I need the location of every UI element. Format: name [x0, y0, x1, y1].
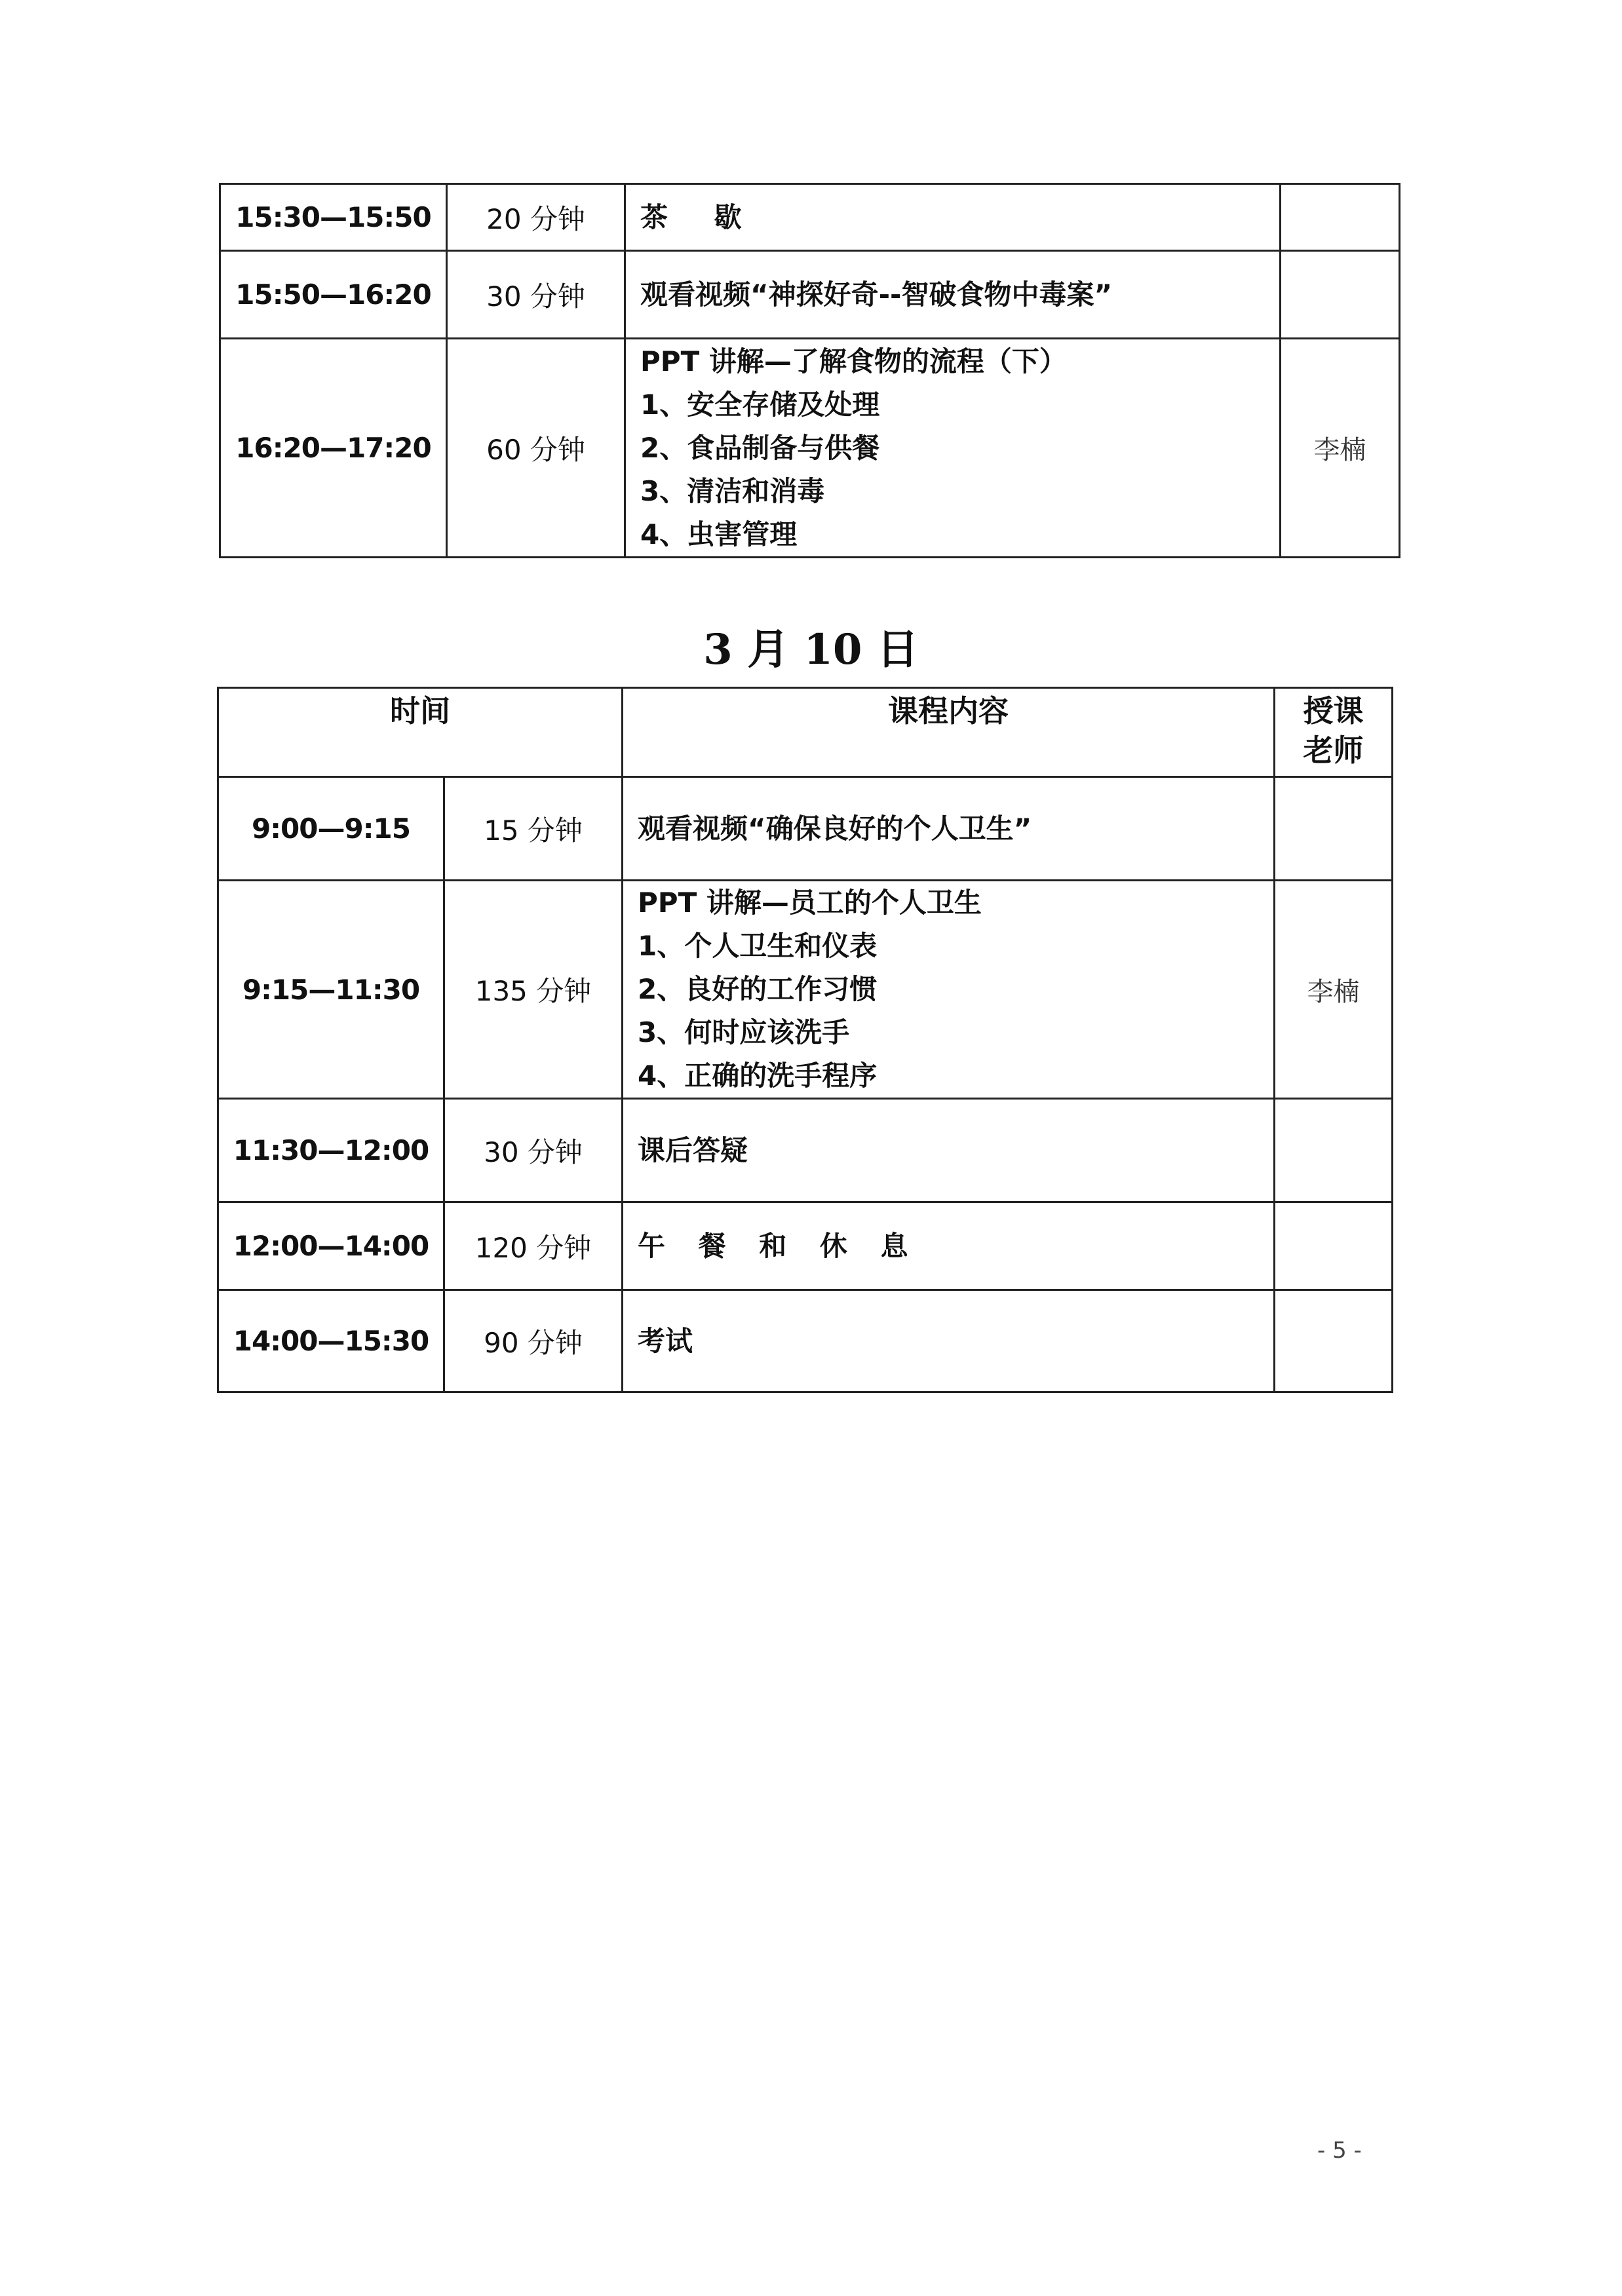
content-line: 3、何时应该洗手: [638, 1016, 850, 1048]
content-line: 1、个人卫生和仪表: [638, 930, 878, 962]
content-line: 4、正确的洗手程序: [638, 1060, 878, 1092]
time-cell: 15:50—16:20: [220, 251, 447, 339]
time-cell: 9:15—11:30: [218, 881, 444, 1099]
content-line: 1、安全存储及处理: [640, 388, 880, 421]
teacher-cell: 李楠: [1275, 881, 1393, 1099]
content-cell: [625, 339, 1281, 558]
table-row: [220, 184, 1400, 251]
teacher-cell: 李楠: [1281, 339, 1400, 558]
table-row: [220, 339, 1400, 558]
time-cell: 11:30—12:00: [218, 1099, 444, 1202]
time-cell: 15:30—15:50: [220, 184, 447, 251]
content-line: 茶 歇: [640, 201, 760, 233]
content-cell: [623, 1290, 1275, 1392]
time-cell: 9:00—9:15: [218, 777, 444, 881]
header-teacher: [1275, 688, 1393, 777]
duration-cell: 30 分钟: [447, 251, 625, 339]
schedule-table-afternoon: [219, 183, 1400, 558]
content-line: 观看视频“确保良好的个人卫生”: [638, 812, 1032, 845]
teacher-cell: [1281, 184, 1400, 251]
teacher-cell: [1275, 1099, 1393, 1202]
teacher-cell: [1275, 1202, 1393, 1290]
content-line: 午 餐 和 休 息: [638, 1229, 920, 1262]
table-row: [218, 1290, 1393, 1392]
content-line: 2、良好的工作习惯: [638, 973, 878, 1005]
table-row: [218, 1099, 1393, 1202]
table-row: [220, 251, 1400, 339]
content-line: 3、清洁和消毒: [640, 474, 825, 507]
teacher-cell: [1281, 251, 1400, 339]
content-cell: [623, 1202, 1275, 1290]
duration-cell: 30 分钟: [444, 1099, 623, 1202]
time-cell: 14:00—15:30: [218, 1290, 444, 1392]
teacher-cell: [1275, 777, 1393, 881]
content-line: 观看视频“神探好奇--智破食物中毒案”: [640, 278, 1113, 311]
duration-cell: 20 分钟: [447, 184, 625, 251]
content-line: 考试: [638, 1324, 693, 1357]
content-cell: [623, 777, 1275, 881]
table-row: [218, 1202, 1393, 1290]
content-cell: [623, 1099, 1275, 1202]
duration-cell: 120 分钟: [444, 1202, 623, 1290]
header-teacher-line: 授课: [1303, 693, 1364, 729]
content-line: 课后答疑: [638, 1134, 748, 1166]
duration-cell: 135 分钟: [444, 881, 623, 1099]
time-cell: 12:00—14:00: [218, 1202, 444, 1290]
content-cell: [623, 881, 1275, 1099]
page-number: - 5 -: [1317, 2137, 1362, 2164]
duration-cell: 60 分钟: [447, 339, 625, 558]
content-line: 2、食品制备与供餐: [640, 431, 880, 464]
duration-cell: 90 分钟: [444, 1290, 623, 1392]
header-teacher-line: 老师: [1303, 733, 1364, 768]
content-cell: [625, 184, 1281, 251]
content-line: PPT 讲解—员工的个人卫生: [638, 887, 982, 919]
duration-cell: 15 分钟: [444, 777, 623, 881]
header-time: 时间: [218, 688, 623, 777]
time-cell: 16:20—17:20: [220, 339, 447, 558]
table-header-row: [218, 688, 1393, 777]
content-line: PPT 讲解—了解食物的流程（下）: [640, 345, 1067, 377]
content-line: 4、虫害管理: [640, 518, 798, 550]
table-row: [218, 881, 1393, 1099]
table-row: [218, 777, 1393, 881]
date-title: 3 月 10 日: [703, 625, 919, 674]
header-content: 课程内容: [623, 688, 1275, 777]
teacher-cell: [1275, 1290, 1393, 1392]
schedule-table-day: [217, 687, 1393, 1393]
content-cell: [625, 251, 1281, 339]
